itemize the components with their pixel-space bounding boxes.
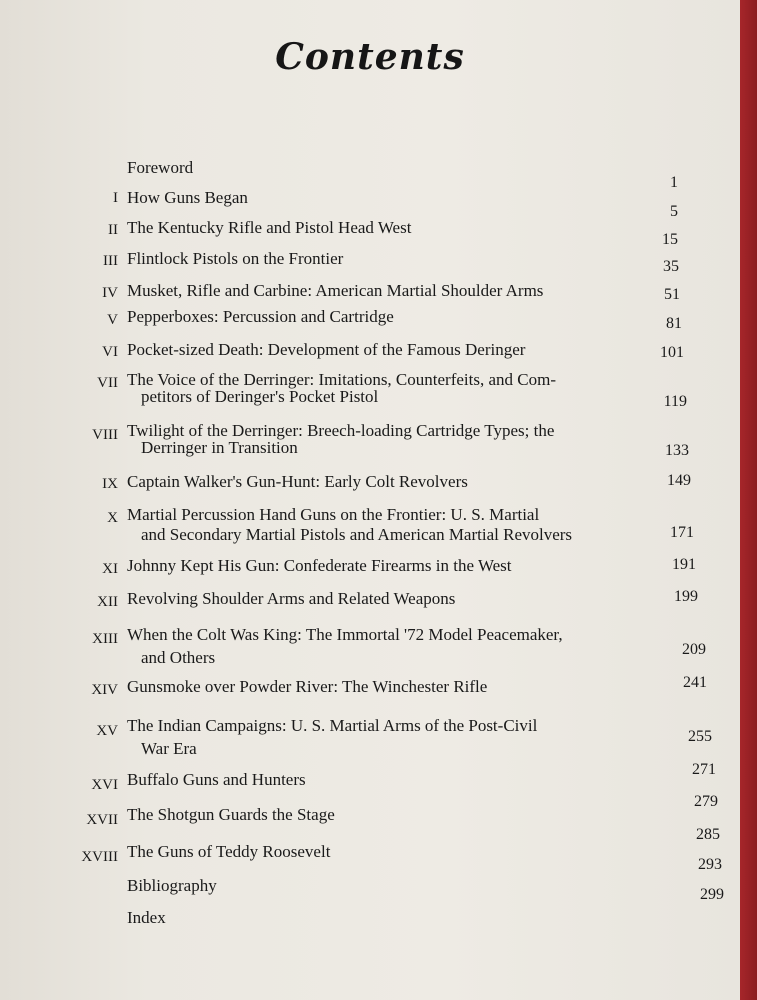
chapter-title: The Indian Campaigns: U. S. Martial Arms of the Post-Civil xyxy=(127,716,538,735)
chapter-title-continued: petitors of Deringer's Pocket Pistol xyxy=(141,387,379,406)
page-number: 271 xyxy=(692,761,716,778)
chapter-number: XI xyxy=(102,561,118,577)
chapter-title-continued: and Secondary Martial Pistols and American Martial Revolvers xyxy=(141,525,573,544)
page-number: 51 xyxy=(664,286,680,303)
chapter-title: Martial Percussion Hand Guns on the Frontier: U. S. Martial xyxy=(127,505,540,524)
chapter-title-continued: War Era xyxy=(141,739,197,758)
chapter-title: Twilight of the Derringer: Breech-loading Cartridge Types; the xyxy=(127,421,555,440)
page-number: 209 xyxy=(682,641,706,658)
index-entry: Index xyxy=(127,908,166,927)
page-number: 101 xyxy=(660,344,684,361)
chapter-title: Revolving Shoulder Arms and Related Weapons xyxy=(127,589,456,608)
chapter-number: II xyxy=(108,222,118,238)
chapter-number: V xyxy=(107,312,118,328)
chapter-number: III xyxy=(103,253,118,269)
chapter-title: When the Colt Was King: The Immortal '72 Model Peacemaker, xyxy=(127,625,563,644)
page-number: 199 xyxy=(674,588,698,605)
page-number: 293 xyxy=(698,856,722,873)
foreword-entry: Foreword xyxy=(127,158,194,177)
chapter-number: VI xyxy=(102,344,118,360)
chapter-number: VII xyxy=(97,375,118,391)
chapter-title: Captain Walker's Gun-Hunt: Early Colt Revolvers xyxy=(127,472,468,491)
chapter-title: The Voice of the Derringer: Imitations, Counterfeits, and Com- xyxy=(127,370,556,389)
chapter-number: XVI xyxy=(91,777,118,793)
chapter-number: VIII xyxy=(92,427,118,443)
page-number: 81 xyxy=(666,315,682,332)
chapter-title: Musket, Rifle and Carbine: American Martial Shoulder Arms xyxy=(127,281,544,300)
page-number: 285 xyxy=(696,826,720,843)
chapter-number: XII xyxy=(97,594,118,610)
page-number: 149 xyxy=(667,472,691,489)
chapter-number: XIII xyxy=(92,631,118,647)
page-number: 241 xyxy=(683,674,707,691)
chapter-title: Buffalo Guns and Hunters xyxy=(127,770,306,789)
chapter-title: Gunsmoke over Powder River: The Winchester Rifle xyxy=(127,677,488,696)
chapter-number: XVII xyxy=(86,812,118,828)
chapter-title-continued: Derringer in Transition xyxy=(141,438,298,457)
page-number: 35 xyxy=(663,258,679,275)
page-number: 299 xyxy=(700,886,724,903)
chapter-number: IX xyxy=(102,476,118,492)
chapter-title: The Guns of Teddy Roosevelt xyxy=(127,842,331,861)
chapter-title: Pepperboxes: Percussion and Cartridge xyxy=(127,307,394,326)
bibliography-entry: Bibliography xyxy=(127,876,217,895)
page-number: 5 xyxy=(670,203,678,220)
book-cover-edge xyxy=(740,0,757,1000)
chapter-title-continued: and Others xyxy=(141,648,216,667)
chapter-number: X xyxy=(107,510,118,526)
chapter-number: XVIII xyxy=(81,849,118,865)
page-number: 15 xyxy=(662,231,678,248)
chapter-title: Flintlock Pistols on the Frontier xyxy=(127,249,344,268)
page-number: 119 xyxy=(663,393,687,410)
page-number: 191 xyxy=(672,556,696,573)
chapter-title: Johnny Kept His Gun: Confederate Firearms in the West xyxy=(127,556,512,575)
chapter-number: I xyxy=(113,190,118,206)
contents-heading: Contents xyxy=(275,36,465,78)
page-number: 255 xyxy=(688,728,712,745)
chapter-number: IV xyxy=(102,285,118,301)
chapter-title: Pocket-sized Death: Development of the Famous Deringer xyxy=(127,340,526,359)
chapter-title: The Shotgun Guards the Stage xyxy=(127,805,335,824)
page-number: 171 xyxy=(670,524,694,541)
chapter-number: XIV xyxy=(91,682,118,698)
chapter-number: XV xyxy=(96,723,118,739)
page-number: 133 xyxy=(665,442,689,459)
chapter-title: The Kentucky Rifle and Pistol Head West xyxy=(127,218,412,237)
chapter-title: How Guns Began xyxy=(127,188,248,207)
page-number: 279 xyxy=(694,793,718,810)
page-number: 1 xyxy=(670,174,678,191)
